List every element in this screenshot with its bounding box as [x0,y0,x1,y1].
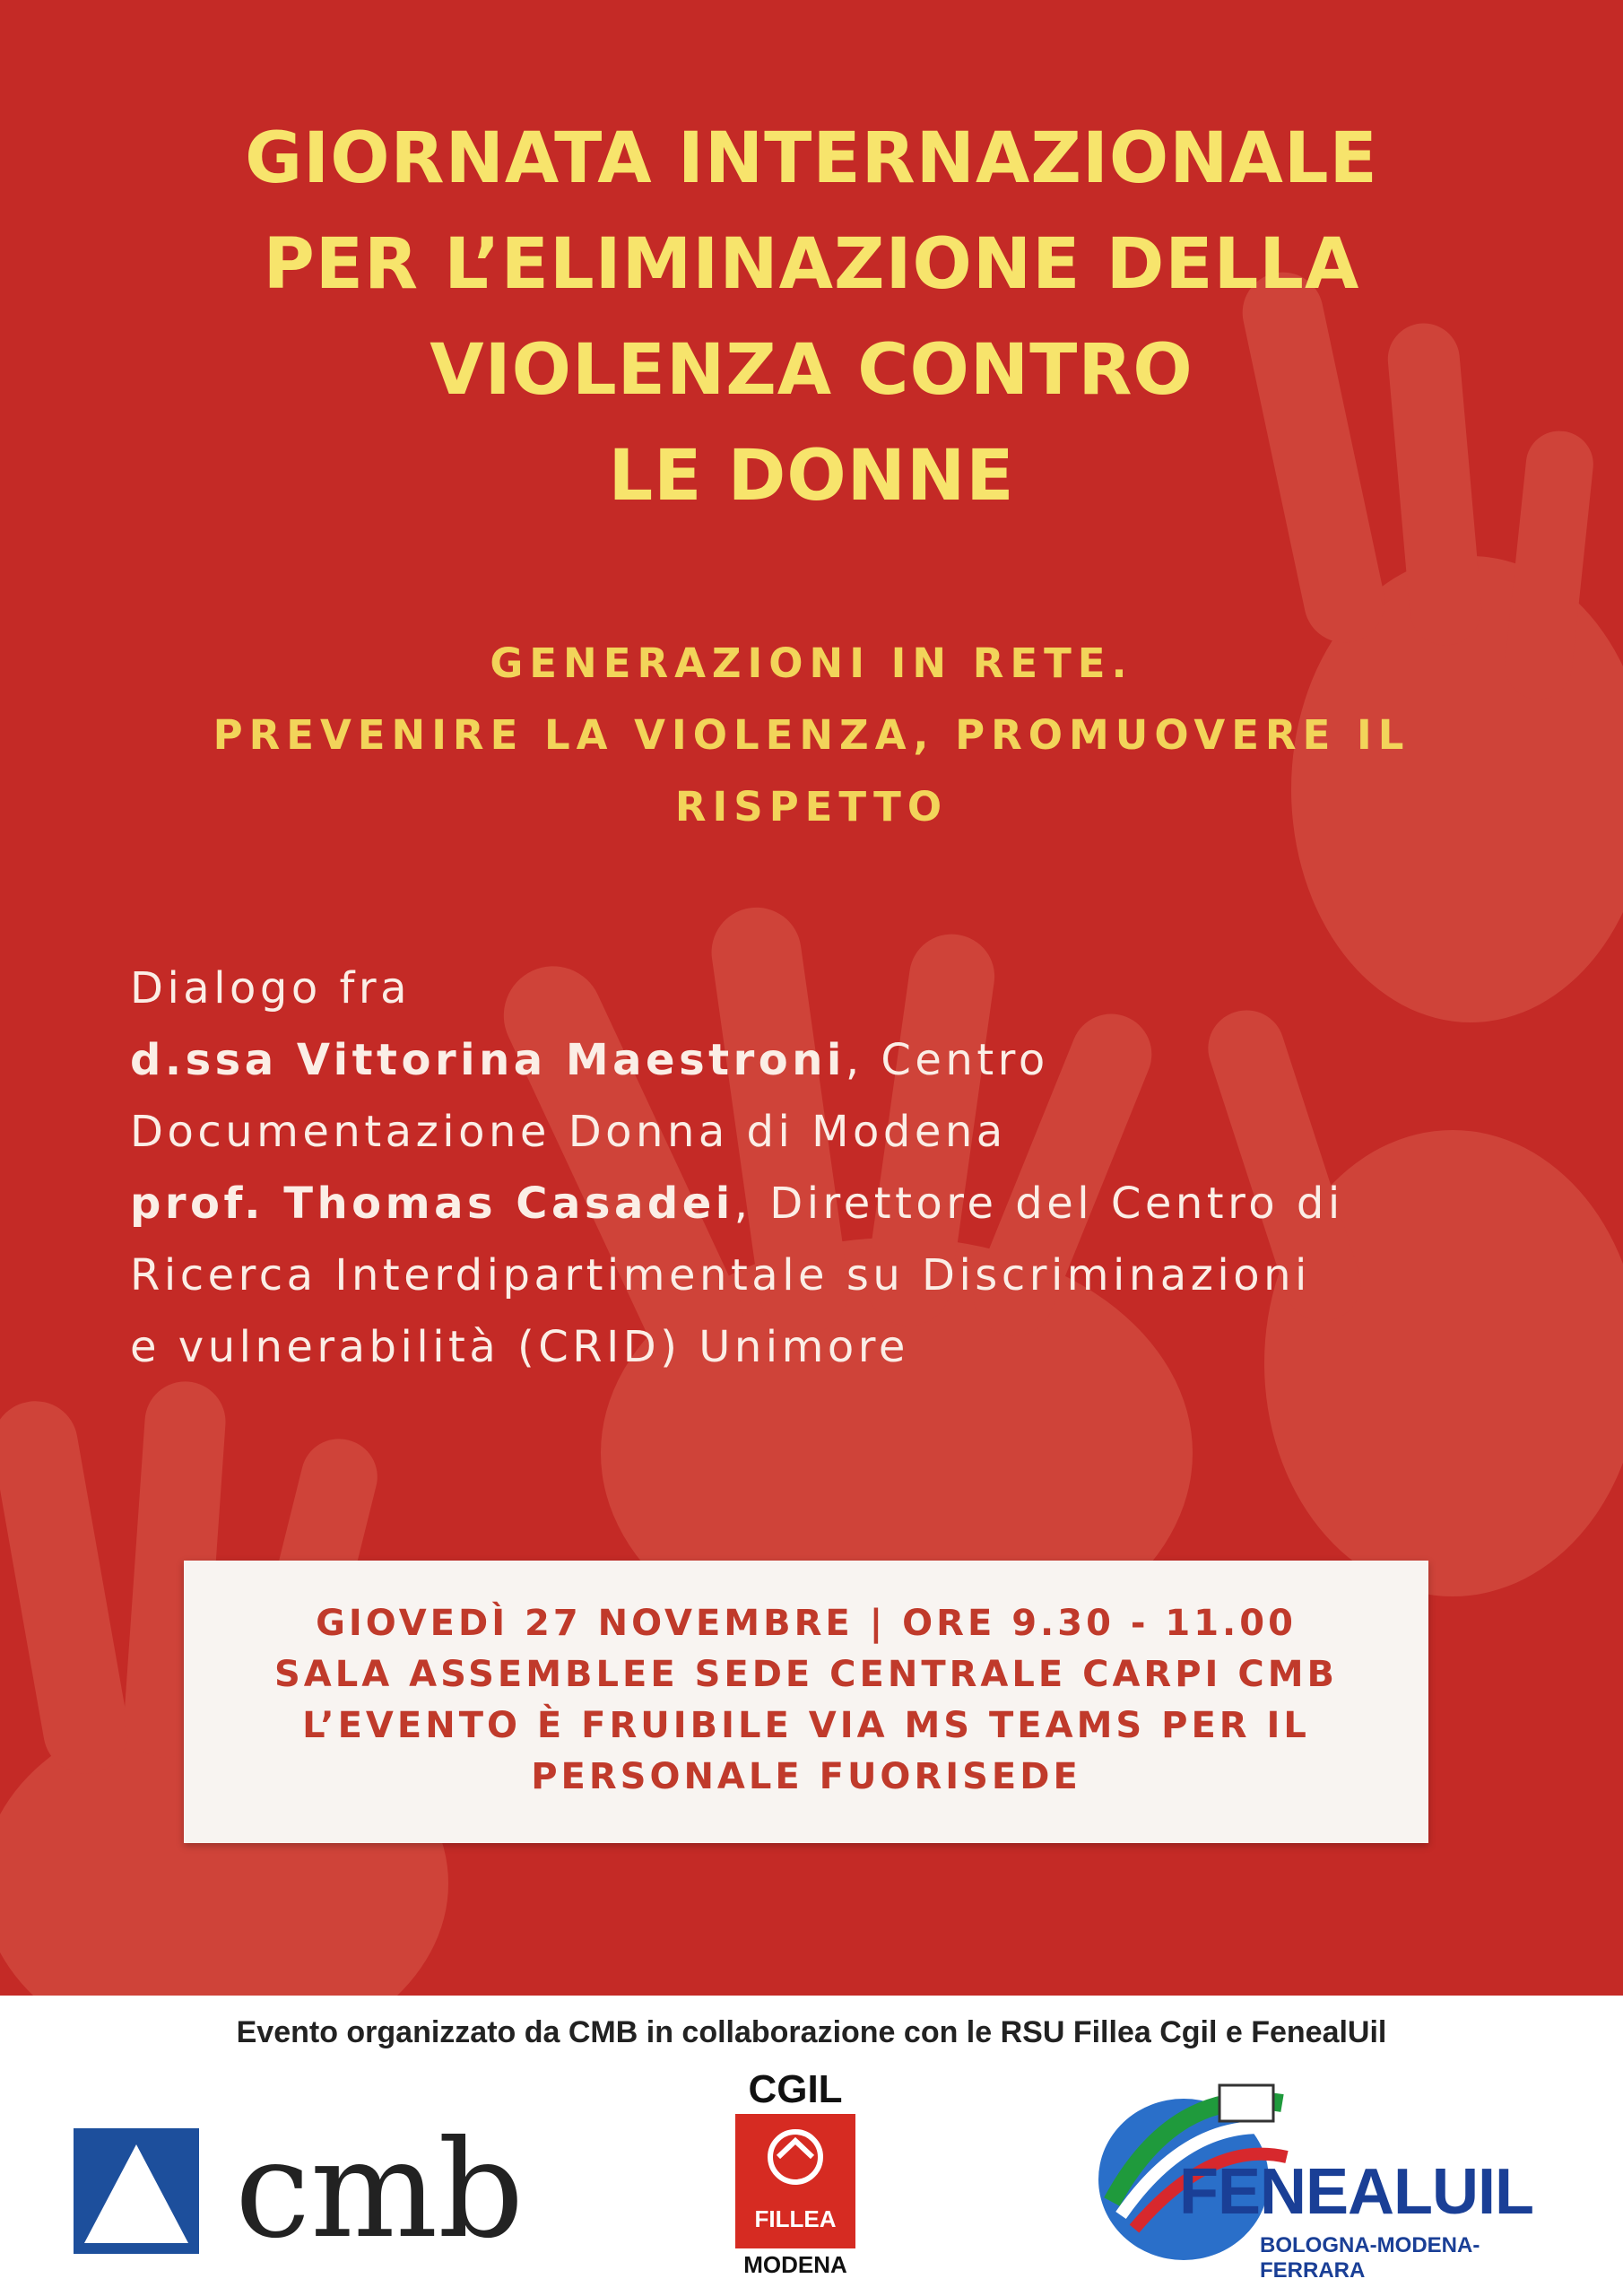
event-remote-note-cont: PERSONALE FUORISEDE [531,1756,1081,1797]
event-info-box [184,1561,1428,1843]
event-remote-note: L’EVENTO È FRUIBILE VIA MS TEAMS PER IL [302,1705,1310,1746]
title-line: PER L’ELIMINAZIONE DELLA [263,224,1360,305]
cgil-modena-label: MODENA [743,2251,847,2278]
speaker-1 [130,1024,1565,1096]
cmb-wordmark: cmb [235,2112,525,2268]
organizer-note: Evento organizzato da CMB in collaborazione con le RSU Fillea Cgil e FenealUil [236,2015,1387,2049]
subtitle-line: PREVENIRE LA VIOLENZA, PROMUOVERE IL [213,711,1410,759]
title-line: GIORNATA INTERNAZIONALE [245,118,1378,199]
dialogue-description [130,952,1565,1383]
speaker-2-role-cont: e vulnerabilità (CRID) Unimore [130,1322,909,1372]
cgil-wordmark: CGIL [748,2067,843,2111]
event-subtitle [0,628,1623,843]
title-line: VIOLENZA CONTRO [430,330,1193,411]
event-title [0,106,1623,529]
event-date-time: GIOVEDÌ 27 NOVEMBRE | ORE 9.30 - 11.00 [316,1603,1297,1644]
fenealuil-region: BOLOGNA-MODENA-FERRARA [1260,2233,1480,2283]
footer [0,1996,1623,2296]
fenealuil-wordmark: FENEALUIL [1179,2156,1533,2228]
speaker-2-role-cont: Ricerca Interdipartimentale su Discriminazioni [130,1250,1311,1300]
subtitle-line: RISPETTO [674,783,949,831]
speaker-2-role: , Direttore del Centro di [733,1178,1344,1229]
fillea-badge [735,2114,855,2248]
dialogue-intro: Dialogo fra [130,963,412,1013]
cgil-fillea-logo [728,2067,863,2283]
title-line: LE DONNE [608,436,1015,517]
fenealuil-logo [1094,2067,1578,2283]
cmb-triangle-icon [74,2128,199,2254]
speaker-2 [130,1168,1565,1239]
event-location: SALA ASSEMBLEE SEDE CENTRALE CARPI CMB [273,1654,1338,1695]
speaker-1-role-cont: Documentazione Donna di Modena [130,1107,1007,1157]
cmb-logo [74,2112,540,2269]
speaker-1-role: , Centro [845,1035,1049,1085]
fillea-label: FILLEA [754,2205,837,2232]
fillea-emblem-icon [735,2114,855,2204]
speaker-1-name: d.ssa Vittorina Maestroni [130,1035,846,1085]
speaker-2-name: prof. Thomas Casadei [130,1178,734,1229]
subtitle-line: GENERAZIONI IN RETE. [490,639,1133,687]
